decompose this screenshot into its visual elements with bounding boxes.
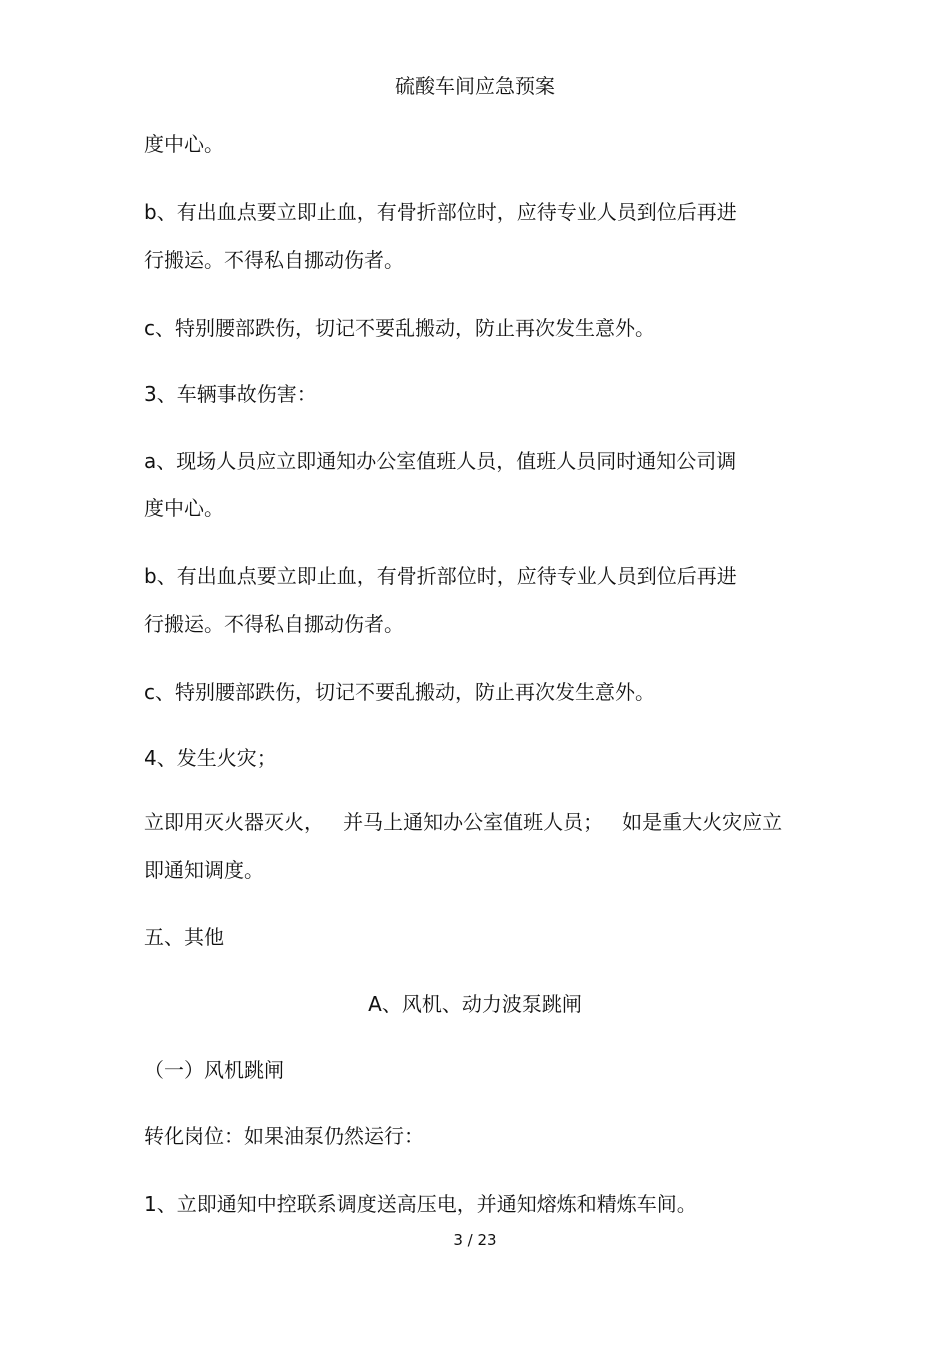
text-line: a、现场人员应立即通知办公室值班人员，值班人员同时通知公司调 [144,449,737,473]
page-header: 硫酸车间应急预案 [395,74,555,98]
text-line: 即通知调度。 [144,858,264,882]
text-line: 立即用灭火器灭火， 并马上通知办公室值班人员； 如是重大火灾应立 [144,810,783,834]
text-line: b、有出血点要立即止血，有骨折部位时，应待专业人员到位后再进 [144,200,737,224]
text-line: 行搬运。不得私自挪动伤者。 [144,248,404,272]
text-line: c、特别腰部跌伤，切记不要乱搬动，防止再次发生意外。 [144,316,655,340]
section-heading: 五、其他 [144,925,224,949]
subsection-heading: A、风机、动力波泵跳闸 [368,992,582,1016]
text-line: c、特别腰部跌伤，切记不要乱搬动，防止再次发生意外。 [144,680,655,704]
text-line: 3、车辆事故伤害： [144,382,317,406]
text-line: 转化岗位：如果油泵仍然运行： [144,1124,424,1148]
text-line: 度中心。 [144,496,224,520]
text-line: （一）风机跳闸 [144,1058,284,1082]
text-line: 1、立即通知中控联系调度送高压电，并通知熔炼和精炼车间。 [144,1192,697,1216]
text-line: 度中心。 [144,132,224,156]
text-line: 行搬运。不得私自挪动伤者。 [144,612,404,636]
page-number: 3 / 23 [453,1231,497,1249]
text-line: 4、发生火灾； [144,746,277,770]
text-line: b、有出血点要立即止血，有骨折部位时，应待专业人员到位后再进 [144,564,737,588]
